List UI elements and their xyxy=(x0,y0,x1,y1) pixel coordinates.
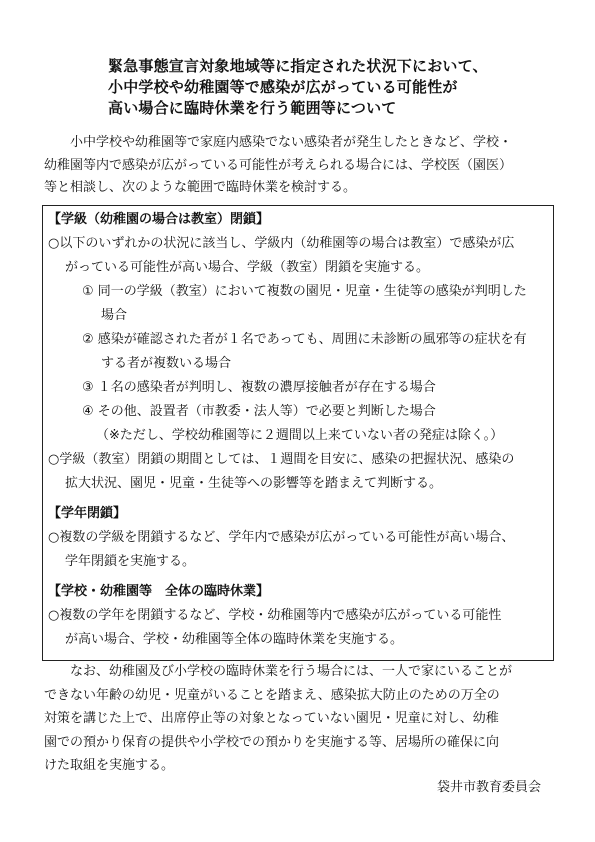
closing-line-5: けた取組を実施する。 xyxy=(44,758,175,773)
document-title xyxy=(108,56,538,119)
closing-paragraph xyxy=(44,660,554,778)
exception-note: （※ただし、学校幼稚園等に２週間以上来ていない者の発症は除く。） xyxy=(96,428,504,443)
condition-item-1-line-1: ① 同一の学級（教室）において複数の園児・児童・生徒等の感染が判明した xyxy=(82,284,527,299)
intro-line-3: 等と相談し、次のような範囲で臨時休業を検討する。 xyxy=(44,180,357,195)
intro-line-2: 幼稚園等内で感染が広がっている可能性が考えられる場合には、学校医（園医） xyxy=(44,157,513,173)
school-closure-bullet-line-1: ○複数の学年を閉鎖するなど、学校・幼稚園等内で感染が広がっている可能性 xyxy=(48,608,502,623)
closing-line-2: できない年齢の幼児・児童がいることを踏まえ、感染拡大防止のための万全の xyxy=(44,687,500,703)
class-closure-bullet-1-line-2: がっている可能性が高い場合、学級（教室）閉鎖を実施する。 xyxy=(65,260,430,275)
grade-closure-bullet-line-2: 学年閉鎖を実施する。 xyxy=(65,554,196,569)
class-closure-heading: 【学級（幼稚園の場合は教室）閉鎖】 xyxy=(48,212,270,227)
title-line-2: 小中学校や幼稚園等で感染が広がっている可能性が xyxy=(108,78,458,96)
intro-paragraph xyxy=(44,132,554,200)
school-closure-bullet-line-2: が高い場合、学校・幼稚園等全体の臨時休業を実施する。 xyxy=(65,632,404,647)
title-line-1: 緊急事態宣言対象地域等に指定された状況下において、 xyxy=(108,57,488,75)
condition-item-4: ④ その他、設置者（市教委・法人等）で必要と判断した場合 xyxy=(82,404,436,419)
class-closure-bullet-2-line-1: ○学級（教室）閉鎖の期間としては、１週間を目安に、感染の把握状況、感染の xyxy=(48,452,515,467)
issuer-signature: 袋井市教育委員会 xyxy=(436,780,541,795)
condition-item-1-line-2: 場合 xyxy=(101,308,128,323)
class-closure-bullet-1-line-1: ○以下のいずれかの状況に該当し、学級内（幼稚園等の場合は教室）で感染が広 xyxy=(48,236,515,251)
condition-item-2-line-2: する者が複数いる場合 xyxy=(101,356,232,371)
closure-guidelines-box xyxy=(42,205,554,661)
class-closure-bullet-2-line-2: 拡大状況、園児・児童・生徒等への影響等を踏まえて判断する。 xyxy=(65,476,443,491)
title-line-3: 高い場合に臨時休業を行う範囲等について xyxy=(108,99,397,117)
closing-line-3: 対策を講じた上で、出席停止等の対象となっていない園児・児童に対し、幼稚 xyxy=(44,711,499,726)
condition-item-3: ③ １名の感染者が判明し、複数の濃厚接触者が存在する場合 xyxy=(82,380,436,395)
school-closure-heading: 【学校・幼稚園等 全体の臨時休業】 xyxy=(48,584,270,599)
grade-closure-bullet-line-1: ○複数の学級を閉鎖するなど、学年内で感染が広がっている可能性が高い場合、 xyxy=(48,530,515,545)
intro-line-1: 小中学校や幼稚園等で家庭内感染でない感染者が発生したときなど、学校・ xyxy=(70,135,513,150)
closing-line-1: なお、幼稚園及び小学校の臨時休業を行う場合には、一人で家にいることが xyxy=(70,664,513,679)
condition-item-2-line-1: ② 感染が確認された者が１名であっても、周囲に未診断の風邪等の症状を有 xyxy=(82,332,527,347)
grade-closure-heading: 【学年閉鎖】 xyxy=(48,506,127,521)
closing-line-4: 園での預かり保育の提供や小学校での預かりを実施する等、居場所の確保に向 xyxy=(44,734,500,750)
